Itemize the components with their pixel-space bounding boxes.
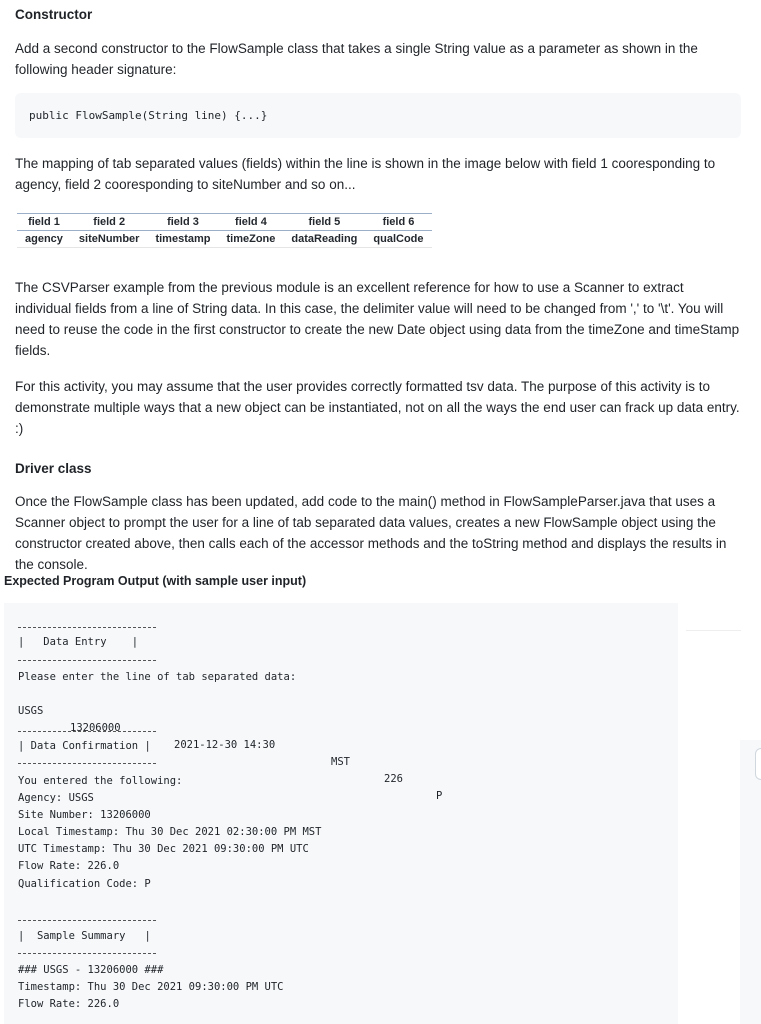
data-entry-banner: | Data Entry | [18, 636, 139, 648]
field-header: field 4 [218, 214, 283, 231]
side-panel-edge [740, 740, 761, 1024]
field-value: siteNumber [71, 231, 148, 248]
data-confirmation-banner: | Data Confirmation | [18, 740, 151, 752]
field-header: field 5 [283, 214, 365, 231]
field-value: agency [17, 231, 71, 248]
data-entry-title: Data Entry [43, 636, 107, 648]
scroll-handle[interactable] [755, 748, 761, 780]
signature-code-block [15, 93, 741, 138]
field-header: field 3 [147, 214, 218, 231]
divider [18, 731, 156, 732]
input-prompt: Please enter the line of tab separated data: [18, 671, 297, 683]
field-header: field 1 [17, 214, 71, 231]
field-table-image [17, 213, 432, 248]
divider [18, 953, 156, 954]
field-table-value-row [17, 231, 432, 248]
divider [18, 627, 156, 628]
divider [18, 660, 156, 661]
input-token: P [436, 790, 443, 802]
constructor-heading: Constructor [15, 7, 93, 22]
input-token: 13206000 [70, 722, 121, 734]
activity-text: For this activity, you may assume that the user provides correctly formatted tsv data. The purpose of this activity is to demonstrate multiple ways that a new object can be instantiated, not on all the ways the end user can frack up data entry. :) [15, 379, 740, 436]
site-number-line: Site Number: 13206000 [18, 809, 151, 821]
driver-heading: Driver class [15, 461, 92, 476]
expected-output-heading: Expected Program Output (with sample user input) [4, 574, 307, 588]
decorative-line [686, 630, 741, 631]
field-table-header-row [17, 214, 432, 231]
utc-timestamp-line: UTC Timestamp: Thu 30 Dec 2021 09:30:00 PM UTC [18, 843, 309, 855]
agency-line: Agency: USGS [18, 792, 94, 804]
field-value: dataReading [283, 231, 365, 248]
flow-rate-line: Flow Rate: 226.0 [18, 860, 120, 872]
summary-timestamp-line: Timestamp: Thu 30 Dec 2021 09:30:00 PM UTC [18, 981, 284, 993]
program-output-block [4, 603, 678, 1024]
field-value: qualCode [365, 231, 431, 248]
sample-summary-banner: | Sample Summary | [18, 930, 151, 942]
divider [18, 763, 156, 764]
data-confirmation-title: Data Confirmation [30, 740, 139, 752]
local-timestamp-line: Local Timestamp: Thu 30 Dec 2021 02:30:00 PM MST [18, 826, 322, 838]
entered-label: You entered the following: [18, 775, 183, 787]
input-token: 2021-12-30 14:30 [174, 739, 276, 751]
csv-parser-text: The CSVParser example from the previous module is an excellent reference for how to use a Scanner to extract individual fields from a line of String data. In this case, the delimiter value will need to be changed from ',' to '\t'. You will need to reuse the code in the first constructor to create the new Date object using data from the timeZone and timeStamp fields. [15, 280, 740, 358]
summary-header-line: ### USGS - 13206000 ### [18, 964, 164, 976]
field-value: timestamp [147, 231, 218, 248]
qualification-code-line: Qualification Code: P [18, 878, 151, 890]
signature-code: public FlowSample(String line) {...} [29, 109, 268, 122]
field-header: field 2 [71, 214, 148, 231]
summary-flow-rate-line: Flow Rate: 226.0 [18, 998, 120, 1010]
field-table [17, 213, 432, 248]
input-token: USGS [18, 705, 44, 717]
driver-text: Once the FlowSample class has been updated, add code to the main() method in FlowSampleParser.java that uses a Scanner object to prompt the user for a line of tab separated data values, creates a new FlowSample object using the constructor created above, then calls each of the accessor methods and the toString method and displays the results in the console. [15, 494, 727, 572]
mapping-text: The mapping of tab separated values (fields) within the line is shown in the image below with field 1 cooresponding to agency, field 2 cooresponding to siteNumber and so on... [15, 156, 716, 192]
field-value: timeZone [218, 231, 283, 248]
input-token: 226 [384, 773, 403, 785]
sample-summary-title: Sample Summary [36, 930, 126, 942]
constructor-intro: Add a second constructor to the FlowSample class that takes a single String value as a parameter as shown in the following header signature: [15, 41, 698, 77]
field-header: field 6 [365, 214, 431, 231]
input-token: MST [331, 756, 350, 768]
divider [18, 920, 156, 921]
